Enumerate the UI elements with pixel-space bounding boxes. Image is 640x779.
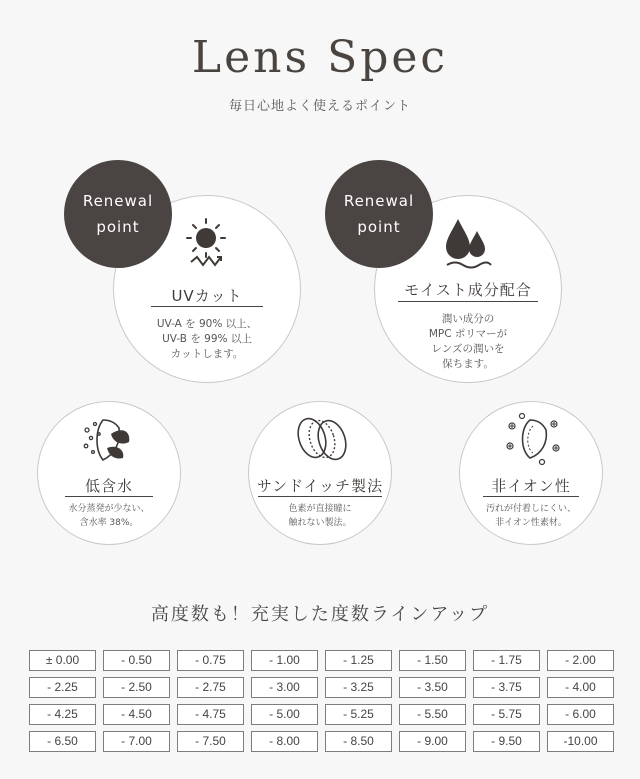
lens-leaf-icon	[81, 416, 137, 464]
sandwich-feature-label: サンドイッチ製法	[256, 477, 384, 495]
power-cell: - 1.25	[325, 650, 392, 671]
nonionic-lens-icon	[502, 412, 562, 466]
power-cell: - 4.25	[29, 704, 96, 725]
renewal-badge-line1: Renewal	[343, 192, 415, 210]
power-cell: - 5.75	[473, 704, 540, 725]
power-cell: -10.00	[547, 731, 614, 752]
power-cell: - 9.00	[399, 731, 466, 752]
renewal-badge-moist	[325, 160, 433, 268]
power-cell: - 1.50	[399, 650, 466, 671]
nonionic-feature-divider	[483, 496, 579, 497]
low-water-feature-description: 水分蒸発が少ない、 含水率 38%。	[68, 504, 150, 528]
power-cell: - 6.00	[547, 704, 614, 725]
low-water-feature-divider	[65, 496, 153, 497]
power-cell: - 2.00	[547, 650, 614, 671]
power-cell: - 5.00	[251, 704, 318, 725]
renewal-badge-line2: point	[96, 218, 140, 236]
sandwich-feature-divider	[258, 496, 382, 497]
power-cell: - 0.50	[103, 650, 170, 671]
power-cell: - 5.25	[325, 704, 392, 725]
power-cell: - 7.50	[177, 731, 244, 752]
sun-uv-icon	[183, 215, 229, 271]
power-cell: - 3.00	[251, 677, 318, 698]
power-cell: ± 0.00	[29, 650, 96, 671]
sandwich-feature-description: 色素が直接瞳に 触れない製法。	[288, 504, 352, 528]
power-cell: - 8.00	[251, 731, 318, 752]
renewal-badge-line1: Renewal	[82, 192, 154, 210]
nonionic-feature-label: 非イオン性	[491, 477, 571, 495]
power-lineup-grid	[29, 650, 611, 752]
power-cell: - 3.25	[325, 677, 392, 698]
moist-feature-label: モイスト成分配合	[404, 281, 532, 299]
lineup-title: 高度数も！充実した度数ラインアップ	[150, 604, 490, 625]
power-cell: - 1.75	[473, 650, 540, 671]
uv-feature-description: UV-A を 90% 以上、 UV-B を 99% 以上 カットします。	[156, 318, 258, 360]
water-drops-icon	[441, 213, 493, 271]
uv-feature-divider	[151, 306, 263, 307]
moist-feature-divider	[398, 301, 538, 302]
nonionic-feature-description: 汚れが付着しにくい、 非イオン性素材。	[485, 504, 576, 528]
moist-feature-description: 潤い成分の MPC ポリマーが レンズの潤いを 保ちます。	[428, 313, 508, 370]
power-cell: - 8.50	[325, 731, 392, 752]
page-subtitle: 毎日心地よく使えるポイント	[228, 99, 411, 114]
renewal-badge-line2: point	[357, 218, 401, 236]
power-cell: - 1.00	[251, 650, 318, 671]
power-cell: - 5.50	[399, 704, 466, 725]
renewal-badge-uv	[64, 160, 172, 268]
power-cell: - 4.50	[103, 704, 170, 725]
power-cell: - 4.75	[177, 704, 244, 725]
power-cell: - 3.50	[399, 677, 466, 698]
power-cell: - 2.25	[29, 677, 96, 698]
page-title: Lens Spec	[191, 32, 449, 83]
power-cell: - 7.00	[103, 731, 170, 752]
power-cell: - 4.00	[547, 677, 614, 698]
sandwich-lens-icon	[292, 414, 350, 464]
uv-feature-label: UVカット	[171, 287, 243, 305]
power-cell: - 6.50	[29, 731, 96, 752]
power-cell: - 9.50	[473, 731, 540, 752]
power-cell: - 3.75	[473, 677, 540, 698]
power-cell: - 2.75	[177, 677, 244, 698]
power-cell: - 0.75	[177, 650, 244, 671]
low-water-feature-label: 低含水	[84, 477, 133, 495]
power-cell: - 2.50	[103, 677, 170, 698]
